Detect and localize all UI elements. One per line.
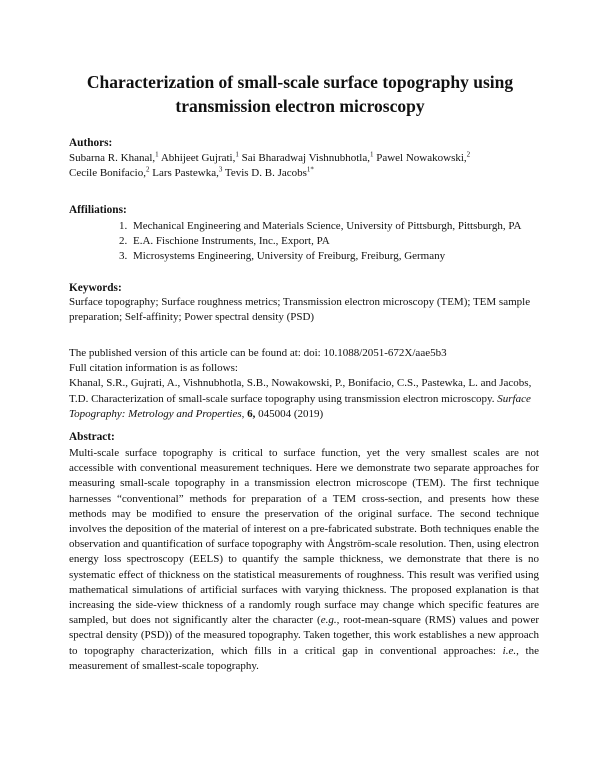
- abstract-heading: Abstract:: [69, 431, 115, 443]
- author-affil-sup: 3: [218, 165, 223, 174]
- journal-name: Surface Topography: Metrology and Properties,: [69, 392, 531, 420]
- affiliation-number: 3.: [119, 250, 128, 263]
- abstract-italic-ie: i.e.: [502, 644, 517, 657]
- journal-volume: 6,: [247, 407, 256, 420]
- citation-text: Khanal, S.R., Gujrati, A., Vishnubhotla, S.B., Nowakowski, P., Bonifacio, C.S., Pastewka, L. and Jacobs, T.D. Characterization of small-scale surface topography using transmission electron microscopy.: [69, 377, 532, 405]
- abstract-paragraph: [69, 446, 539, 674]
- affiliation-item: [119, 234, 521, 249]
- published-version-line: The published version of this article can be found at: doi: 10.1088/2051-672X/aae5b3: [69, 347, 447, 359]
- citation-reference: [69, 376, 539, 422]
- author-name: Sai Bharadwaj Vishnubhotla,: [241, 152, 370, 164]
- affiliation-text: E.A. Fischione Instruments, Inc., Export, PA: [133, 235, 330, 248]
- author-name: Cecile Bonifacio,: [69, 167, 146, 180]
- affiliation-text: Microsystems Engineering, University of Freiburg, Freiburg, Germany: [133, 250, 446, 263]
- authors-heading: Authors:: [69, 137, 113, 149]
- author-name: Abhijeet Gujrati,: [160, 152, 236, 164]
- author-name: Lars Pastewka,: [152, 167, 219, 180]
- author-list: [69, 151, 549, 181]
- affiliation-item: [119, 219, 521, 234]
- keywords-text: Surface topography; Surface roughness metrics; Transmission electron microscopy (TEM); TEM sample preparation; Self-affinity; Power spectral density (PSD): [69, 296, 531, 324]
- author-name: Tevis D. B. Jacobs: [224, 167, 307, 180]
- author-affil-sup: 1: [155, 150, 159, 159]
- full-citation-line: Full citation information is as follows:: [69, 362, 238, 375]
- affiliation-item: [119, 249, 521, 264]
- author-affil-sup: 2: [145, 165, 150, 174]
- abstract-body: [69, 446, 539, 674]
- author-name: Pawel Nowakowski,: [376, 152, 467, 164]
- author-affil-sup: 1: [235, 150, 239, 159]
- abstract-italic-eg: e.g.,: [320, 614, 340, 627]
- affiliations-heading: Affiliations:: [69, 204, 127, 216]
- abstract-text-part: , the measurement of smallest-scale topography.: [69, 644, 539, 672]
- citation-block: [69, 346, 539, 422]
- abstract-text-part: root-mean-square (RMS) values and power spectral density (PSD)) of the measured topography. Taken together, this work establishes a new approach to topography characterization, which fills in a critical gap in conventional approaches:: [69, 614, 540, 657]
- author-affil-sup: 2: [466, 150, 471, 159]
- affiliation-number: 1.: [119, 220, 128, 232]
- affiliation-text: Mechanical Engineering and Materials Science, University of Pittsburgh, Pittsburgh, PA: [133, 220, 522, 232]
- abstract-text-part: Multi-scale surface topography is critical to surface function, yet the very smallest scales are not accessible with conventional measurement techniques. Here we demonstrate two separate approaches for measuring small-scale topography in a transmission electron microscope (TEM). The first technique harnesses “conventional” methods for preparation of a TEM cross-section, and presents how these methods may be modified to ensure the preservation of the original surface. The second technique involves the deposition of the material of interest on a pre-fabricated substrate. Both techniques enable the observation and quantification of surface topography with Ångström-scale resolution. Then, using electron energy loss spectroscopy (EELS) to quantify the sample thickness, we demonstrate that there is no systematic effect of thickness on the statistical measurements of roughness. This result was verified using mathematical simulations of artificial surfaces with varying thickness. The proposed explanation is that increasing the side-view thickness of a randomly rough surface may change which specific features are sampled, but does not significantly alter the character (: [69, 447, 539, 627]
- affiliation-number: 2.: [119, 235, 128, 248]
- keywords-heading: Keywords:: [69, 282, 122, 294]
- affiliation-list: [119, 219, 521, 265]
- journal-pages: 045004 (2019): [258, 407, 324, 420]
- author-affil-sup: 1: [369, 150, 374, 159]
- author-name: Subarna R. Khanal,: [69, 152, 156, 164]
- author-affil-sup: 1*: [306, 165, 314, 174]
- paper-title: Characterization of small-scale surface topography using transmission electron microscopy: [86, 72, 514, 116]
